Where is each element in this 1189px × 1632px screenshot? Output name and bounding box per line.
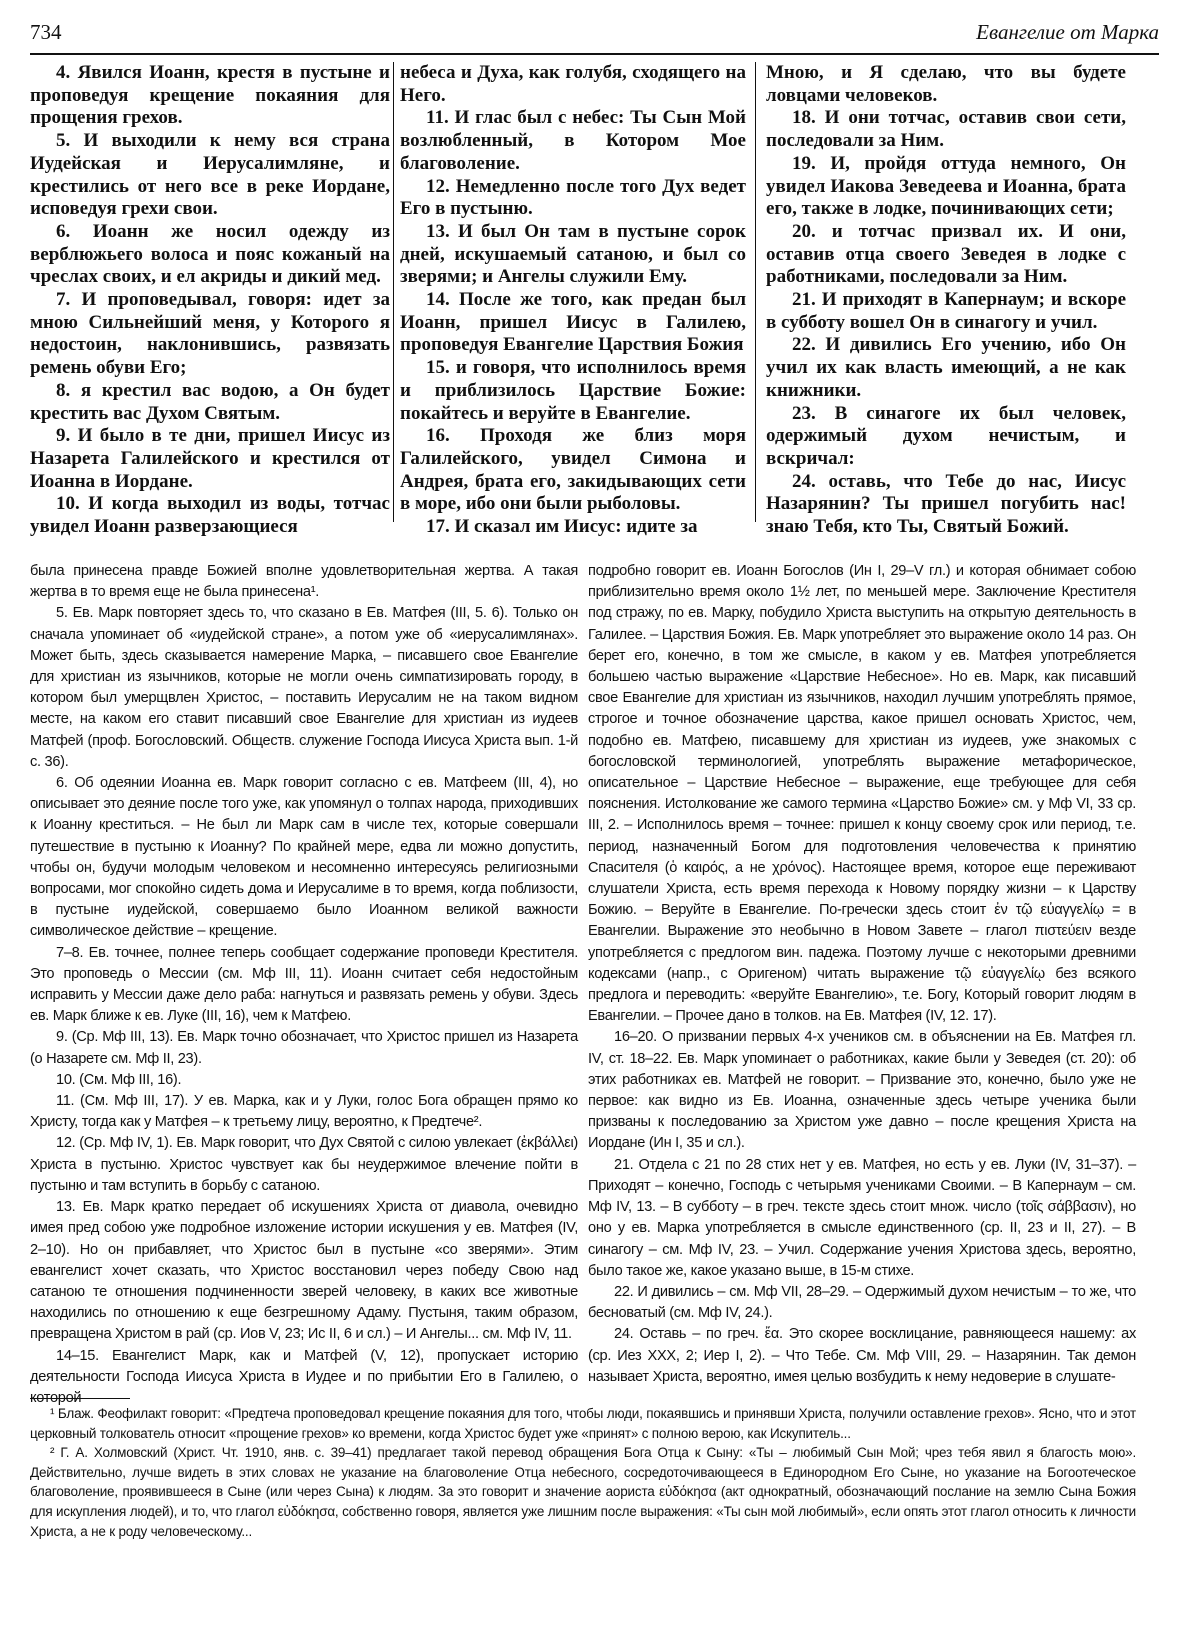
verse: 23. В синагоге их был человек, одержимый духом нечистым, и вскричал: [766, 402, 1126, 469]
verse: 22. И дивились Его учению, ибо Он учил их как власть имеющий, а не как книжники. [766, 334, 1126, 401]
commentary-paragraph: 10. (См. Мф III, 16). [56, 1071, 182, 1088]
commentary-paragraph: 13. Ев. Марк кратко передает об искушениях Христа от диавола, очевидно имея пред собою уже подробное изложение истории искушения у ев. Матфея (IV, 2–10). Но он прибавляет, что Христос был в пустыне «со зверями». Этим евангелист хочет сказать, что Христос восстановил через победу Свою над сатаною те отношения подчиненности зверей человеку, в каких все животные находились по отношению к еще безгрешному Адаму. Пустыня, таким образом, превращена Христом в рай (ср. Иов V, 23; Ис II, 6 и сл.) – И Ангелы... см. Мф IV, 11. [30, 1199, 578, 1343]
commentary-column-1 [30, 561, 578, 1406]
verse: 4. Явился Иоанн, крестя в пустыне и проповедуя крещение покаяния для прощения грехов. [30, 62, 390, 129]
verse: 6. Иоанн же носил одежду из верблюжьего волоса и пояс кожаный на чреслах своих, и ел акриды и дикий мед. [30, 220, 390, 288]
commentary-paragraph: 9. (Ср. Мф III, 13). Ев. Марк точно обозначает, что Христос пришел из Назарета (о Назарете см. Мф II, 23). [30, 1029, 578, 1067]
header-rule [30, 53, 1159, 55]
verse-continuation: небеса и Духа, как голубя, сходящего на Него. [400, 62, 746, 106]
commentary-paragraph: 14–15. Евангелист Марк, как и Матфей (V, 12), пропускает историю деятельности Господа Иисуса Христа в Иудее и по прибытии Его в Галилею, о которой [30, 1347, 578, 1406]
footnote-rule [30, 1398, 130, 1399]
commentary-paragraph: 22. И дивились – см. Мф VII, 28–29. – Одержимый духом нечистым – то же, что бесноватый (см. Мф IV, 24.). [588, 1283, 1136, 1322]
commentary-continuation: подробно говорит ев. Иоанн Богослов (Ин I, 29–V гл.) и которая обнимает собою приблизительно время около 1½ лет, по меньшей мере. Заключение Крестителя под стражу, по ев. Марку, побудило Христа выступить на открытую деятельность в Галилее. – Царствия Божия. Ев. Марк употребляет это выражение около 14 раз. Он берет его, конечно, в том же смысле, в каком у ев. Матфея употребляется большею частью выражение «Царствие Небесное». Но ев. Марк, как писавший свое Евангелие для христиан из язычников, находил лучшим употреблять прямое, строгое и точное обозначение царства, какое пришел основать Христос, чем, подобно ев. Матфею, писавшему для христиан из иудеев, уже знакомых с богословской терминологией, употреблять выражение метафорическое, описательное – Царствие Небесное – выражение, еще требующее для себя пояснения. Истолкование же самого термина «Царство Божие» см. у Мф VI, 33 ср. III, 2. – Исполнилось время – точнее: пришел к концу своему срок или период, т.е. период, назначенный Богом для подготовления человечества к принятию Спасителя (ὁ καιρός, а не χρόνος). Настоящее время, которое еще переживают слушатели Христа, есть время перехода к Новому порядку жизни – к Царству Божию. – Веруйте в Евангелие. По-гречески здесь стоит ἐν τῷ εὐαγγελίῳ = в Евангелии. Выражение это необычно в Новом Завете – глагол πιστεύειν везде употребляется с предлогом вин. падежа. Поэтому лучше с некоторыми древними кодексами (напр., с Оригеном) читать выражение τῷ εὐαγγελίῳ без всякого предлога и переводить: «веруйте Евангелию», т.е. Богу, Который говорит людям в Евангелии. – Прочее дано в толков. на Ев. Матфея (IV, 12. 17). [588, 563, 1136, 1025]
scripture-column-3 [766, 62, 1126, 538]
footnote: ¹ Блаж. Феофилакт говорит: «Предтеча проповедовал крещение покаяния для того, чтобы люди, покаявшись и принявши Христа, получили оставление грехов». Ясно, что и этот церковный толкователь относит «прощение грехов» ко времени, когда Христос будет уже «принят» с полною верою, как Искупитель... [30, 1406, 1136, 1441]
commentary-paragraph: 11. (См. Мф III, 17). У ев. Марка, как и у Луки, голос Бога обращен прямо ко Христу, тогда как у Матфея – к третьему лицу, вероятно, к Предтече². [30, 1093, 578, 1131]
verse: 9. И было в те дни, пришел Иисус из Назарета Галилейского и крестился от Иоанна в Иордане. [30, 425, 390, 492]
commentary-paragraph: 7–8. Ев. точнее, полнее теперь сообщает содержание проповеди Крестителя. Это проповедь о Мессии (см. Мф III, 11). Иоанн считает себя недостойным исправить у Мессии даже дело раба: нагнуться и развязать ремень у обуви. Здесь ев. Марк ближе к ев. Луке (III, 16), чем к Матфею. [30, 944, 578, 1025]
commentary-paragraph: 24. Оставь – по греч. ἔα. Это скорее восклицание, равняющееся нашему: ах (ср. Иез XXX, 2; Иер I, 2). – Что Тебе. См. Мф VIII, 29. – Назарянин. Так демон называет Христа, вероятно, имея целью возбудить к нему недоверие в слушате- [588, 1326, 1136, 1385]
verse: 16. Проходя же близ моря Галилейского, увидел Симона и Андрея, брата его, закидывающих сети в море, ибо они были рыболовы. [400, 425, 746, 515]
commentary-paragraph: 6. Об одеянии Иоанна ев. Марк говорит согласно с ев. Матфеем (III, 4), но описывает это деяние после того уже, как упомянул о толпах народа, приходивших к Иоанну креститься. – Не был ли Марк сам в числе тех, которые совершали путешествие в пустыню к Иоанну? По крайней мере, едва ли можно допустить, чтобы он, будучи молодым человеком и несомненно интересуясь религиозными вопросами, мог спокойно сидеть дома и Иерусалиме в то время, когда поблизости, в пустыне иудейской, совершаемо было Иоанном великой важности символическое действие – крещение. [30, 775, 578, 940]
verse: 19. И, пройдя оттуда немного, Он увидел Иакова Зеведеева и Иоанна, брата его, также в лодке, починивающих сети; [766, 152, 1126, 220]
verse: 10. И когда выходил из воды, тотчас увидел Иоанн разверзающиеся [30, 493, 390, 538]
verse: 17. И сказал им Иисус: идите за [426, 516, 698, 538]
page-number: 734 [30, 20, 62, 44]
footnote: ² Г. А. Холмовский (Христ. Чт. 1910, янв. с. 39–41) предлагает такой перевод обращения Бога Отца к Сыну: «Ты – любимый Сын Мой; чрез тебя явил я благость мою». Действительно, лучше видеть в этих словах не указание на благоволение Отца небесного, сосредоточивающееся в Единородном Его Сыне, но указание на Богоотеческое благоволение, проявившееся в Сыне (или через Сына) к людям. За это говорит и значение аориста εὐδόκησα (акт однократный, обозначающий послание на землю Сына Божия для искупления людей), и то, что глагол εὐδόκησα, собственно говоря, является уже лишним после выражения: «Ты сын мой любимый», если опять этот глагол относить к личности Христа, а не к роду человеческому... [30, 1445, 1136, 1539]
verse: 14. После же того, как предан был Иоанн, пришел Иисус в Галилею, проповедуя Евангелие Царствия Божия [400, 289, 746, 356]
commentary-paragraph: 16–20. О призвании первых 4-х учеников см. в объяснении на Ев. Матфея гл. IV, ст. 18–22. Ев. Марк упоминает о работниках, какие были у Зеведея (ст. 20): об этих работниках ев. Матфей не говорит. – Призвание это, конечно, было уже не первое: как видно из Ев. Иоанна, означенные здесь четыре ученика были призваны к последованию за Христом уже давно – после крещения Христа на Иордане (Ин I, 35 и сл.). [588, 1029, 1136, 1152]
scripture-column-2 [400, 62, 746, 538]
verse: 21. И приходят в Капернаум; и вскоре в субботу вошел Он в синагогу и учил. [766, 289, 1126, 333]
commentary-paragraph: 5. Ев. Марк повторяет здесь то, что сказано в Ев. Матфея (III, 5. 6). Только он сначала упоминает об «иудейской стране», а потом уже об «иерусалимлянах». Может быть, здесь сказывается намерение Марка, – писавшего свое Евангелие для христиан из язычников, которые не могли очень симпатизировать городу, в котором был умерщвлен Христос, – поставить Иерусалим не на таком видном месте, на каком его ставит писавший свое Евангелие для христиан из иудеев Матфей (проф. Богословский. Обществ. служение Господа Иисуса Христа вып. 1-й с. 36). [30, 605, 578, 770]
commentary-paragraph: 12. (Ср. Мф IV, 1). Ев. Марк говорит, что Дух Святой с силою увлекает (ἐκβάλλει) Христа в пустыню. Христос чувствует как бы неудержимое влечение пойти в пустыню и там вступить в борьбу с сатаною. [30, 1135, 578, 1194]
scripture-column-1 [30, 62, 390, 538]
verse: 18. И они тотчас, оставив свои сети, последовали за Ним. [766, 107, 1126, 152]
column-divider [755, 62, 756, 522]
verse: 15. и говоря, что исполнилось время и приблизилось Царствие Божие: покайтесь и веруйте в Евангелие. [400, 357, 746, 424]
verse: 8. я крестил вас водою, а Он будет крестить вас Духом Святым. [30, 379, 390, 424]
verse-continuation: Мною, и Я сделаю, что вы будете ловцами человеков. [766, 62, 1126, 106]
verse: 13. И был Он там в пустыне сорок дней, искушаемый сатаною, и был со зверями; и Ангелы служили Ему. [400, 220, 746, 288]
verse: 11. И глас был с небес: Ты Сын Мой возлюбленный, в Котором Мое благоволение. [400, 107, 746, 174]
verse: 7. И проповедывал, говоря: идет за мною Сильнейший меня, у Которого я недостоин, наклонившись, развязать ремень обуви Его; [30, 289, 390, 379]
verse: 24. оставь, что Тебе до нас, Иисус Назарянин? Ты пришел погубить нас! знаю Тебя, кто Ты, Святый Божий. [766, 470, 1126, 538]
footnotes [30, 1404, 1136, 1541]
running-title: Евангелие от Марка [976, 20, 1159, 44]
commentary-paragraph: 21. Отдела с 21 по 28 стих нет у ев. Матфея, но есть у ев. Луки (IV, 31–37). – Приходят – конечно, Господь с четырьмя учениками Своими. – В Капернаум – см. Мф IV, 13. – В субботу – в греч. тексте здесь стоит множ. число (τοῖς σάββασιν), но оно у ев. Марка употребляется в смысле единственного (ср. II, 23 и II, 27). – В синагогу – см. Мф IV, 23. – Учил. Содержание учения Христова здесь, вероятно, было такое же, какое указано выше, в 15-м стихе. [588, 1156, 1136, 1279]
commentary-continuation: была принесена правде Божией вполне удовлетворительная жертва. А такая жертва в то время еще не была принесена¹. [30, 563, 578, 601]
verse: 20. и тотчас призвал их. И они, оставив отца своего Зеведея в лодке с работниками, последовали за Ним. [766, 220, 1126, 288]
column-divider [393, 62, 394, 522]
verse: 5. И выходили к нему вся страна Иудейская и Иерусалимляне, и крестились от него все в реке Иордане, исповедуя грехи свои. [30, 130, 390, 220]
commentary-column-2 [588, 561, 1136, 1385]
verse: 12. Немедленно после того Дух ведет Его в пустыню. [400, 175, 746, 220]
page-header [30, 20, 1159, 54]
